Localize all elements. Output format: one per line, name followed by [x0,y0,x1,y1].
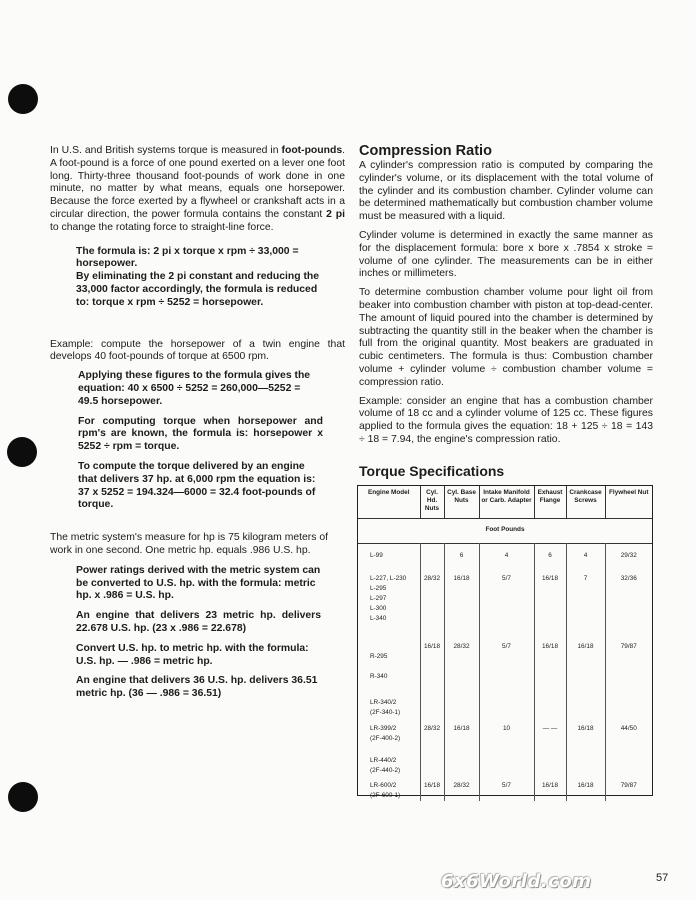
engine-model-label: L-300 [370,605,387,612]
torque-value-cell: 16/18 [534,776,566,801]
page-number: 57 [656,872,669,884]
torque-value-cell: 44/50 [620,725,637,732]
table-row [358,682,652,718]
header-intake-manifold: Intake Manifold or Carb. Adapter [479,486,534,519]
binder-hole-top [8,84,38,114]
torque-value-cell: 6 [534,544,566,562]
table-body [358,544,652,802]
engine-model-label: (2F-400-2) [370,735,401,742]
torque-value-cell [534,744,566,776]
torque-formula: For computing torque when horsepower and rpm's are known, the formula is: horsepower x 5252 ÷ rpm = torque. [78,415,323,453]
torque-value-cell: 10 [479,718,534,744]
torque-value-cell: 6 [444,544,479,562]
torque-value-cell: 79/87 [620,782,637,789]
engine-model-label: L-227, L-230 [370,575,407,582]
header-engine-model: Engine Model [358,486,420,519]
torque-value-cell: 4 [479,544,534,562]
header-cyl-hd-nuts: Cyl. Hd. Nuts [420,486,444,519]
left-column [50,145,345,701]
torque-value-cell [566,682,605,718]
table-row [358,776,652,801]
engine-model-label: LR-340/2 [370,699,397,706]
torque-value-cell [479,682,534,718]
metric-conversion: Power ratings derived with the metric system can be converted to U.S. hp. with the formula: metric hp. x .986 = U.S. hp. [76,564,321,602]
table-row [358,561,652,624]
compression-paragraph-3: To determine combustion chamber volume pour light oil from beaker into combustion chamber with piston at top-dead-center. The amount of liquid poured into the chamber is determined by subtracting the quantity still in the beaker when the chamber is full from the original quantity. Most beakers are graduated in cubic centimeters. The formula is thus: Combustion chamber volume + cylinder volume ÷ combustion chamber volume = compression ratio. [359,287,653,388]
torque-value-cell: 16/18 [444,718,479,744]
formula-reduced: By eliminating the 2 pi constant and reducing the 33,000 factor accordingly, the formula is reduced to: torque x rpm ÷ 5252 = horsepower. [76,271,320,308]
engine-model-label: L-99 [370,552,383,559]
torque-value-cell [444,682,479,718]
engine-model-label: (2F-600-1) [370,792,401,799]
torque-specifications-heading: Torque Specifications [359,462,505,479]
torque-example: To compute the torque delivered by an engine that delivers 37 hp. at 6,000 rpm the equation is: 37 x 5252 = 194.324—6000 = 32.4 foot-pounds of torque. [78,460,316,511]
engine-model-label: (2F-340-1) [370,709,401,716]
engine-model-label: L-297 [370,595,387,602]
compression-paragraph-1: A cylinder's compression ratio is computed by comparing the cylinder's volume, or its displacement with the total volume of the cylinder and its combustion chamber. Cylinder volume can be determined mathematically but combustion chamber volume must be measured with a liquid. [359,160,653,223]
torque-value-cell [605,682,652,718]
unit-row: Foot Pounds [485,526,525,533]
torque-value-cell [420,682,444,718]
engine-model-label: R-340 [370,673,388,680]
engine-model-label: LR-399/2 [370,725,397,732]
torque-value-cell: 5/7 [479,776,534,801]
table-row [358,744,652,776]
header-cyl-base-nuts: Cyl. Base Nuts [444,486,479,519]
torque-value-cell: 28/32 [444,776,479,801]
torque-value-cell: 28/32 [420,561,444,624]
header-exhaust-flange: Exhaust Flange [534,486,566,519]
torque-value-cell: 32/36 [620,575,637,582]
table-row [358,624,652,682]
right-column [359,143,653,479]
engine-model-cell [358,544,420,562]
torque-value-cell: 16/18 [566,718,605,744]
torque-value-cell: 16/18 [566,624,605,682]
example-paragraph: Example: compute the horsepower of a twin engine that develops 40 foot-pounds of torque at 6500 rpm. [50,338,345,363]
engine-model-cell [358,718,420,744]
torque-value-cell [605,744,652,776]
torque-value-cell: 16/18 [534,624,566,682]
metric-example: An engine that delivers 23 metric hp. delivers 22.678 U.S. hp. (23 x .986 = 22.678) [76,610,321,634]
us-to-metric-example: An engine that delivers 36 U.S. hp. delivers 36.51 metric hp. (36 — .986 = 36.51) [76,675,318,700]
torque-value-cell [420,544,444,562]
torque-value-cell: — — [534,718,566,744]
engine-model-label [370,662,420,672]
header-crankcase-screws: Crankcase Screws [566,486,605,519]
engine-model-cell [358,624,420,682]
engine-model-label: LR-600/2 [370,782,397,789]
torque-value-cell: 16/18 [420,624,444,682]
torque-table [357,485,653,799]
torque-value-cell: 4 [566,544,605,562]
binder-hole-bottom [8,782,38,812]
engine-model-label: (2F-440-2) [370,767,401,774]
torque-value-cell: 79/87 [620,643,637,650]
engine-model-cell [358,561,420,624]
torque-value-cell: 16/18 [444,561,479,624]
engine-model-label: LR-440/2 [370,757,397,764]
engine-model-label: L-340 [370,615,387,622]
torque-value-cell: 16/18 [534,561,566,624]
torque-value-cell [479,744,534,776]
intro-paragraph: In U.S. and British systems torque is measured in foot-pounds. A foot-pound is a force of one pound exerted on a lever one foot long. Thirty-three thousand foot-pounds of work done in one minute, no matter by what means, equals one horsepower. Because the force exerted by a flywheel or crankshaft acts in a circular direction, the power formula contains the constant 2 pi to change the rotating force to straight-line force. [50,145,346,233]
torque-value-cell: 28/32 [444,624,479,682]
engine-model-cell [358,682,420,718]
engine-model-label: L-295 [370,585,387,592]
torque-value-cell: 16/18 [420,776,444,801]
engine-model-label [370,642,420,652]
applying-formula: Applying these figures to the formula gives the equation: 40 x 6500 ÷ 5252 = 260,000—5252 = 49.5 horsepower. [78,370,311,407]
torque-value-cell: 29/32 [620,552,637,559]
us-to-metric-formula: Convert U.S. hp. to metric hp. with the formula: U.S. hp. — .986 = metric hp. [76,642,309,667]
torque-value-cell [420,744,444,776]
torque-value-cell: 28/32 [420,718,444,744]
header-flywheel-nut: Flywheel Nut [609,489,649,496]
torque-value-cell: 5/7 [479,624,534,682]
torque-value-cell: 5/7 [479,561,534,624]
compression-paragraph-4: Example: consider an engine that has a combustion chamber volume of 18 cc and a cylinder volume of 125 cc. These figures applied to the formula gives the equation: 18 + 125 ÷ 18 = 143 ÷ 18 = 7.94, the engine's compression ratio. [359,395,653,445]
binder-hole-middle [7,437,37,467]
formula-horsepower: The formula is: 2 pi x torque x rpm ÷ 33,000 = horsepower. [76,245,299,270]
compression-paragraph-2: Cylinder volume is determined in exactly the same manner as for the displacement formula: bore x bore x .7854 x stroke = volume of one cylinder. The measurements can be in either inches or millimeters. [359,229,653,280]
torque-value-cell [534,682,566,718]
engine-model-cell [358,744,420,776]
table-row [358,718,652,744]
table-row [358,544,652,562]
metric-intro: The metric system's measure for hp is 75 kilogram meters of work in one second. One metric hp. equals .986 U.S. hp. [50,532,329,556]
engine-model-label: R-295 [370,653,388,660]
compression-ratio-heading: Compression Ratio [359,143,492,159]
torque-value-cell: 16/18 [566,776,605,801]
watermark-logo: 6x6World.com [441,871,592,892]
torque-value-cell: 7 [566,561,605,624]
torque-value-cell [444,744,479,776]
torque-value-cell [566,744,605,776]
engine-model-cell [358,776,420,801]
